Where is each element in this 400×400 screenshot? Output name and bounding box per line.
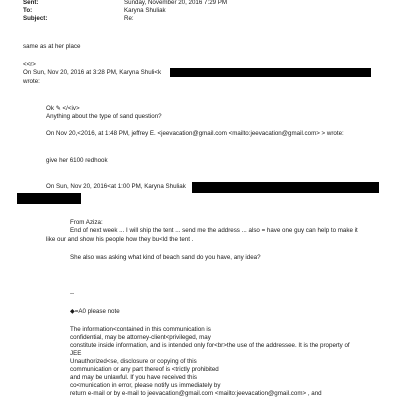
disclaimer-line: The information<contained in this communication is bbox=[70, 326, 211, 333]
to-label: To: bbox=[23, 7, 33, 14]
disclaimer-line: confidential, may be attorney-client<privileged, may bbox=[70, 334, 211, 341]
body-line: From Aziza: bbox=[70, 219, 103, 226]
sent-label: Sent: bbox=[23, 0, 39, 6]
body-line: On Sun, Nov 20, 2016<at 1:00 PM, Karyna Shuliak bbox=[46, 183, 186, 190]
body-line: On Nov 20,<2016, at 1:48 PM, jeffrey E. <jeevacation@gmail.com <mailto:jeevacation@gmail.com> > wrote: bbox=[46, 130, 344, 137]
body-line: <<r> bbox=[23, 61, 36, 68]
disclaimer-line: Unauthorized<se, disclosure or copying of this bbox=[70, 358, 197, 365]
subject-value: Re: bbox=[124, 15, 134, 22]
disclaimer-line: constitute inside information, and is intended only for<br>the use of the addressee. It is the property of bbox=[70, 342, 350, 349]
body-line: On Sun, Nov 20, 2016 at 3:28 PM, Karyna Shuli<k bbox=[23, 69, 162, 76]
disclaimer-line: return e-mail or by e-mail to jeevacation@gmail.com <mailto:jeevacation@gmail.com> , and bbox=[70, 390, 322, 397]
body-line: Ok ✎ </<iv> bbox=[46, 105, 80, 112]
body-line: End of next week ... I will ship the tent ... send me the address ... also = have one guy can help to make it bbox=[70, 227, 358, 234]
subject-label: Subject: bbox=[23, 15, 48, 22]
body-line: wrote: bbox=[23, 78, 40, 85]
disclaimer-line: co<munication in error, please notify us immediately by bbox=[70, 382, 221, 389]
disclaimer-line: communication or any part thereof is <trictly prohibited bbox=[70, 366, 219, 373]
redaction-bar bbox=[170, 68, 371, 77]
body-line: -- bbox=[70, 290, 75, 297]
body-line: ◆=A0 please note bbox=[70, 308, 120, 315]
body-line: give her 6100 redhook bbox=[46, 157, 108, 164]
body-line: like our and show his people how they bu<ld the tent . bbox=[46, 236, 194, 243]
body-line: Anything about the type of sand question? bbox=[46, 113, 162, 120]
redaction-bar bbox=[17, 193, 81, 204]
to-value: Karyna Shuliak bbox=[124, 7, 166, 14]
body-line: She also was asking what kind of beach sand do you have, any idea? bbox=[70, 254, 261, 261]
disclaimer-line: and may be unlawful. If you have received this bbox=[70, 374, 197, 381]
disclaimer-line: JEE bbox=[70, 350, 82, 357]
body-line: same as at her place bbox=[23, 43, 81, 50]
sent-value: Sunday, November 20, 2016 7:29 PM bbox=[124, 0, 228, 6]
redaction-bar bbox=[192, 182, 379, 193]
